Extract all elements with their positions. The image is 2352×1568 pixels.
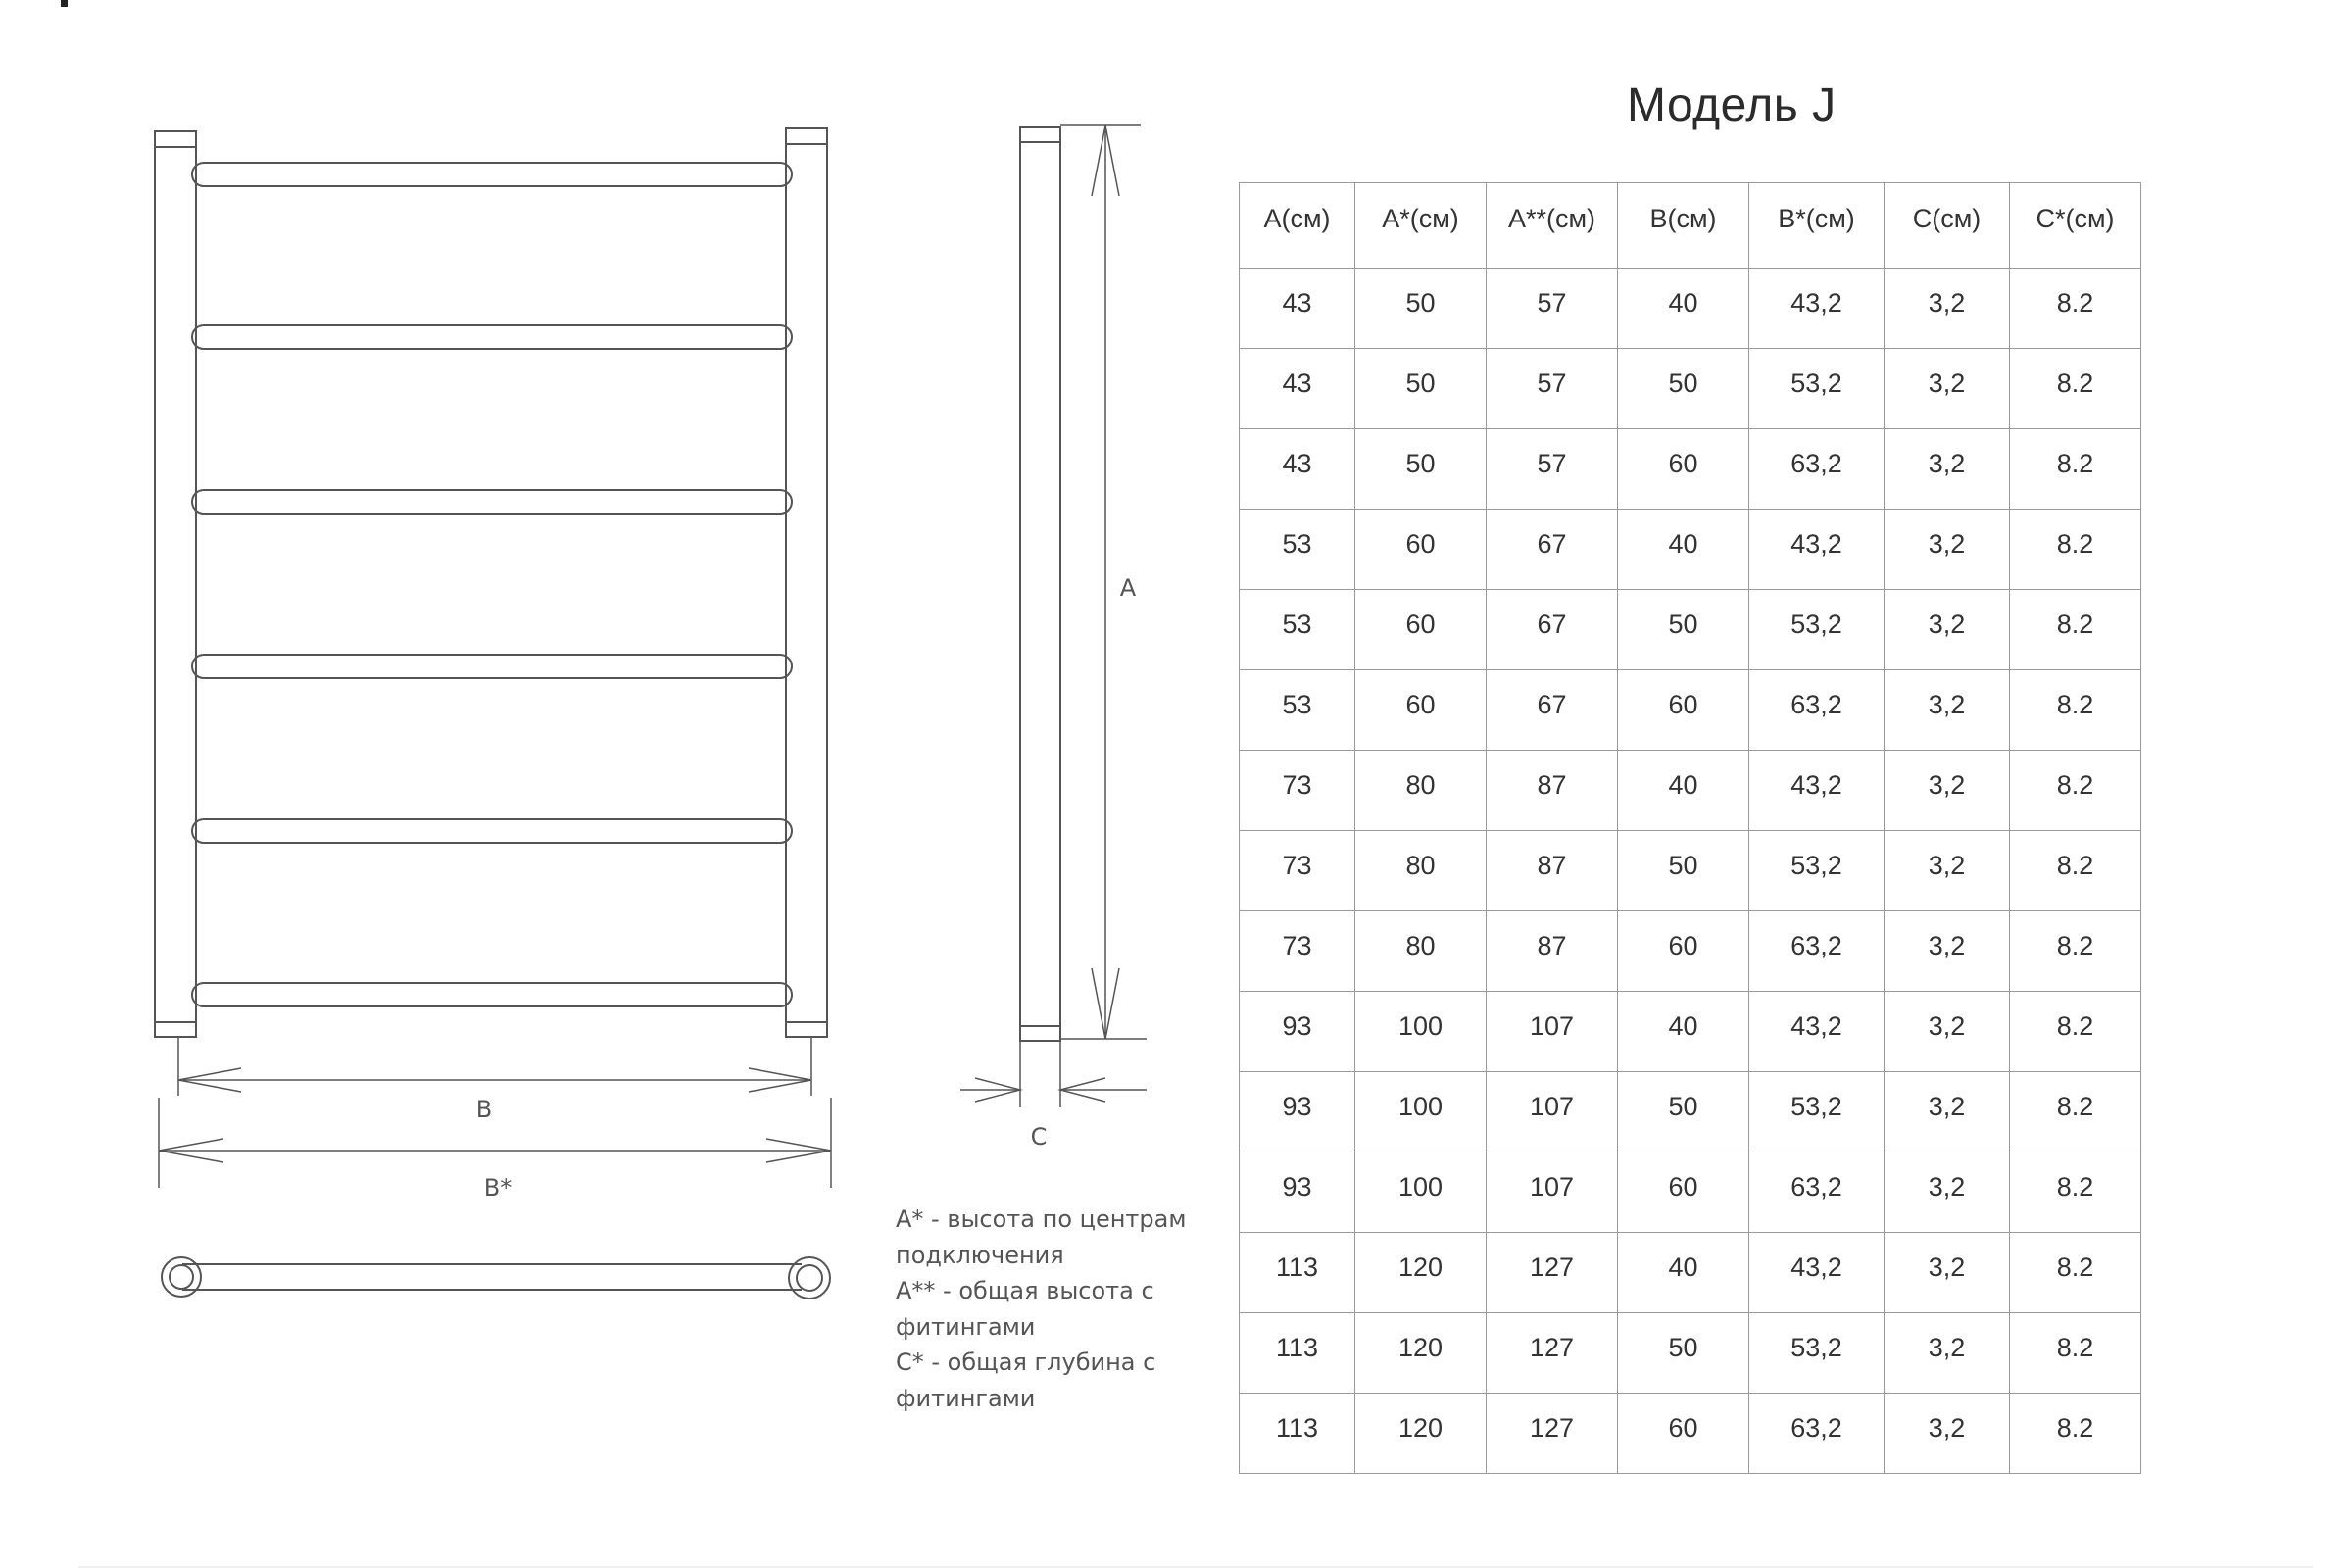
table-cell: 3,2 [1885,429,2010,510]
table-cell: 50 [1618,349,1749,429]
table-row [1240,1072,2141,1152]
table-row [1240,590,2141,670]
table-cell: 120 [1355,1233,1487,1313]
table-cell: 67 [1487,510,1618,590]
front-view-drawing [155,128,831,1201]
table-cell: 80 [1355,831,1487,911]
table-cell: 3,2 [1885,269,2010,349]
table-cell: 80 [1355,911,1487,992]
table-cell: 43,2 [1749,992,1885,1072]
table-cell: 73 [1240,751,1355,831]
left-upright [155,131,196,1037]
table-cell: 40 [1618,269,1749,349]
table-cell: 43,2 [1749,269,1885,349]
table-cell: 113 [1240,1394,1355,1474]
column-header: A**(см) [1487,183,1618,269]
table-cell: 3,2 [1885,911,2010,992]
note-line: A* - высота по центрам [896,1205,1187,1233]
table-row [1240,670,2141,751]
table-cell: 53 [1240,590,1355,670]
table-cell: 53,2 [1749,831,1885,911]
table-cell: 100 [1355,1072,1487,1152]
table-cell: 43,2 [1749,751,1885,831]
table-cell: 3,2 [1885,590,2010,670]
rungs [192,163,792,1006]
table-cell: 93 [1240,1072,1355,1152]
table-header-row [1240,183,2141,269]
table-cell: 127 [1487,1233,1618,1313]
table-cell: 40 [1618,751,1749,831]
table-cell: 107 [1487,1152,1618,1233]
note-line: подключения [896,1241,1064,1269]
dimension-c [960,1041,1147,1107]
table-cell: 57 [1487,429,1618,510]
table-cell: 67 [1487,590,1618,670]
table-row [1240,1313,2141,1394]
table-cell: 53,2 [1749,590,1885,670]
table-cell: 8.2 [2010,1072,2141,1152]
table-cell: 87 [1487,831,1618,911]
table-cell: 3,2 [1885,1233,2010,1313]
table-cell: 50 [1355,349,1487,429]
table-cell: 8.2 [2010,751,2141,831]
rung [192,325,792,349]
table-cell: 87 [1487,911,1618,992]
table-body [1240,269,2141,1474]
table-cell: 8.2 [2010,590,2141,670]
table-cell: 60 [1618,1394,1749,1474]
note-line: фитингами [896,1312,1036,1341]
table-cell: 43 [1240,429,1355,510]
table-cell: 60 [1618,429,1749,510]
table-cell: 8.2 [2010,670,2141,751]
table-cell: 127 [1487,1313,1618,1394]
table-cell: 53 [1240,510,1355,590]
table-cell: 107 [1487,992,1618,1072]
table-cell: 8.2 [2010,1152,2141,1233]
dimension-b-star-label: B* [483,1174,513,1201]
table-cell: 63,2 [1749,670,1885,751]
table-cell: 60 [1355,590,1487,670]
table-cell: 60 [1618,1152,1749,1233]
table-cell: 120 [1355,1394,1487,1474]
table-cell: 43,2 [1749,1233,1885,1313]
column-header: A*(см) [1355,183,1487,269]
table-cell: 80 [1355,751,1487,831]
table-cell: 8.2 [2010,911,2141,992]
table-cell: 3,2 [1885,510,2010,590]
table-cell: 63,2 [1749,1152,1885,1233]
table-cell: 8.2 [2010,510,2141,590]
table-cell: 3,2 [1885,751,2010,831]
table-cell: 57 [1487,269,1618,349]
top-view-drawing [162,1257,830,1298]
left-connector-circle [162,1257,201,1297]
table-cell: 8.2 [2010,1394,2141,1474]
table-cell: 50 [1355,429,1487,510]
column-header: C(см) [1885,183,2010,269]
dimension-c-label: C [1030,1123,1048,1151]
table-cell: 57 [1487,349,1618,429]
table-cell: 127 [1487,1394,1618,1474]
table-cell: 50 [1618,1072,1749,1152]
right-upright [786,128,827,1037]
table-cell: 63,2 [1749,429,1885,510]
table-cell: 3,2 [1885,1394,2010,1474]
table-cell: 53,2 [1749,1072,1885,1152]
table-cell: 50 [1355,269,1487,349]
table-cell: 107 [1487,1072,1618,1152]
table-cell: 3,2 [1885,1313,2010,1394]
table-cell: 3,2 [1885,992,2010,1072]
table-cell: 53,2 [1749,1313,1885,1394]
table-cell: 60 [1618,670,1749,751]
dimension-b-label: B [475,1096,493,1123]
table-row [1240,1152,2141,1233]
table-row [1240,349,2141,429]
table-cell: 3,2 [1885,831,2010,911]
table-cell: 60 [1355,670,1487,751]
table-row [1240,269,2141,349]
table-cell: 40 [1618,1233,1749,1313]
column-header: B*(см) [1749,183,1885,269]
table-row [1240,1394,2141,1474]
dimensions-table [1239,182,2141,1474]
table-cell: 8.2 [2010,429,2141,510]
table-row [1240,429,2141,510]
table-cell: 8.2 [2010,992,2141,1072]
column-header: C*(см) [2010,183,2141,269]
note-line: A** - общая высота с [896,1277,1154,1304]
rung [192,490,792,514]
dimension-a-label: A [1119,574,1137,602]
table-cell: 113 [1240,1313,1355,1394]
table-cell: 8.2 [2010,269,2141,349]
dimension-b [178,1037,811,1096]
table-row [1240,831,2141,911]
table-cell: 43,2 [1749,510,1885,590]
table-cell: 50 [1618,1313,1749,1394]
column-header: A(см) [1240,183,1355,269]
table-cell: 8.2 [2010,1313,2141,1394]
table-cell: 8.2 [2010,349,2141,429]
side-upright [1020,127,1060,1041]
column-header: B(см) [1618,183,1749,269]
table-cell: 40 [1618,992,1749,1072]
table-cell: 3,2 [1885,349,2010,429]
table-row [1240,751,2141,831]
table-cell: 8.2 [2010,831,2141,911]
rung [192,655,792,678]
table-row [1240,510,2141,590]
table-row [1240,911,2141,992]
right-connector-circle [789,1257,830,1298]
table-cell: 3,2 [1885,1072,2010,1152]
table-cell: 63,2 [1749,1394,1885,1474]
table-cell: 50 [1618,590,1749,670]
table-cell: 50 [1618,831,1749,911]
table-row [1240,992,2141,1072]
table-cell: 100 [1355,1152,1487,1233]
table-cell: 63,2 [1749,911,1885,992]
table-cell: 73 [1240,831,1355,911]
rung [192,163,792,186]
table-cell: 43 [1240,269,1355,349]
table-cell: 87 [1487,751,1618,831]
table-cell: 73 [1240,911,1355,992]
table-cell: 3,2 [1885,1152,2010,1233]
page-title: Модель J [1627,79,1837,131]
note-line: фитингами [896,1384,1036,1412]
table-cell: 93 [1240,1152,1355,1233]
table-row [1240,1233,2141,1313]
table-cell: 53 [1240,670,1355,751]
table-cell: 60 [1355,510,1487,590]
table-cell: 67 [1487,670,1618,751]
table-cell: 100 [1355,992,1487,1072]
side-view-drawing [960,125,1147,1151]
rung [192,819,792,843]
table-cell: 60 [1618,911,1749,992]
table-cell: 40 [1618,510,1749,590]
table-cell: 120 [1355,1313,1487,1394]
note-line: C* - общая глубина с [896,1348,1156,1376]
table-cell: 43 [1240,349,1355,429]
dimension-notes [896,1201,1249,1416]
table-cell: 53,2 [1749,349,1885,429]
table-cell: 3,2 [1885,670,2010,751]
rung [192,983,792,1006]
table-cell: 8.2 [2010,1233,2141,1313]
table-cell: 113 [1240,1233,1355,1313]
table-cell: 93 [1240,992,1355,1072]
